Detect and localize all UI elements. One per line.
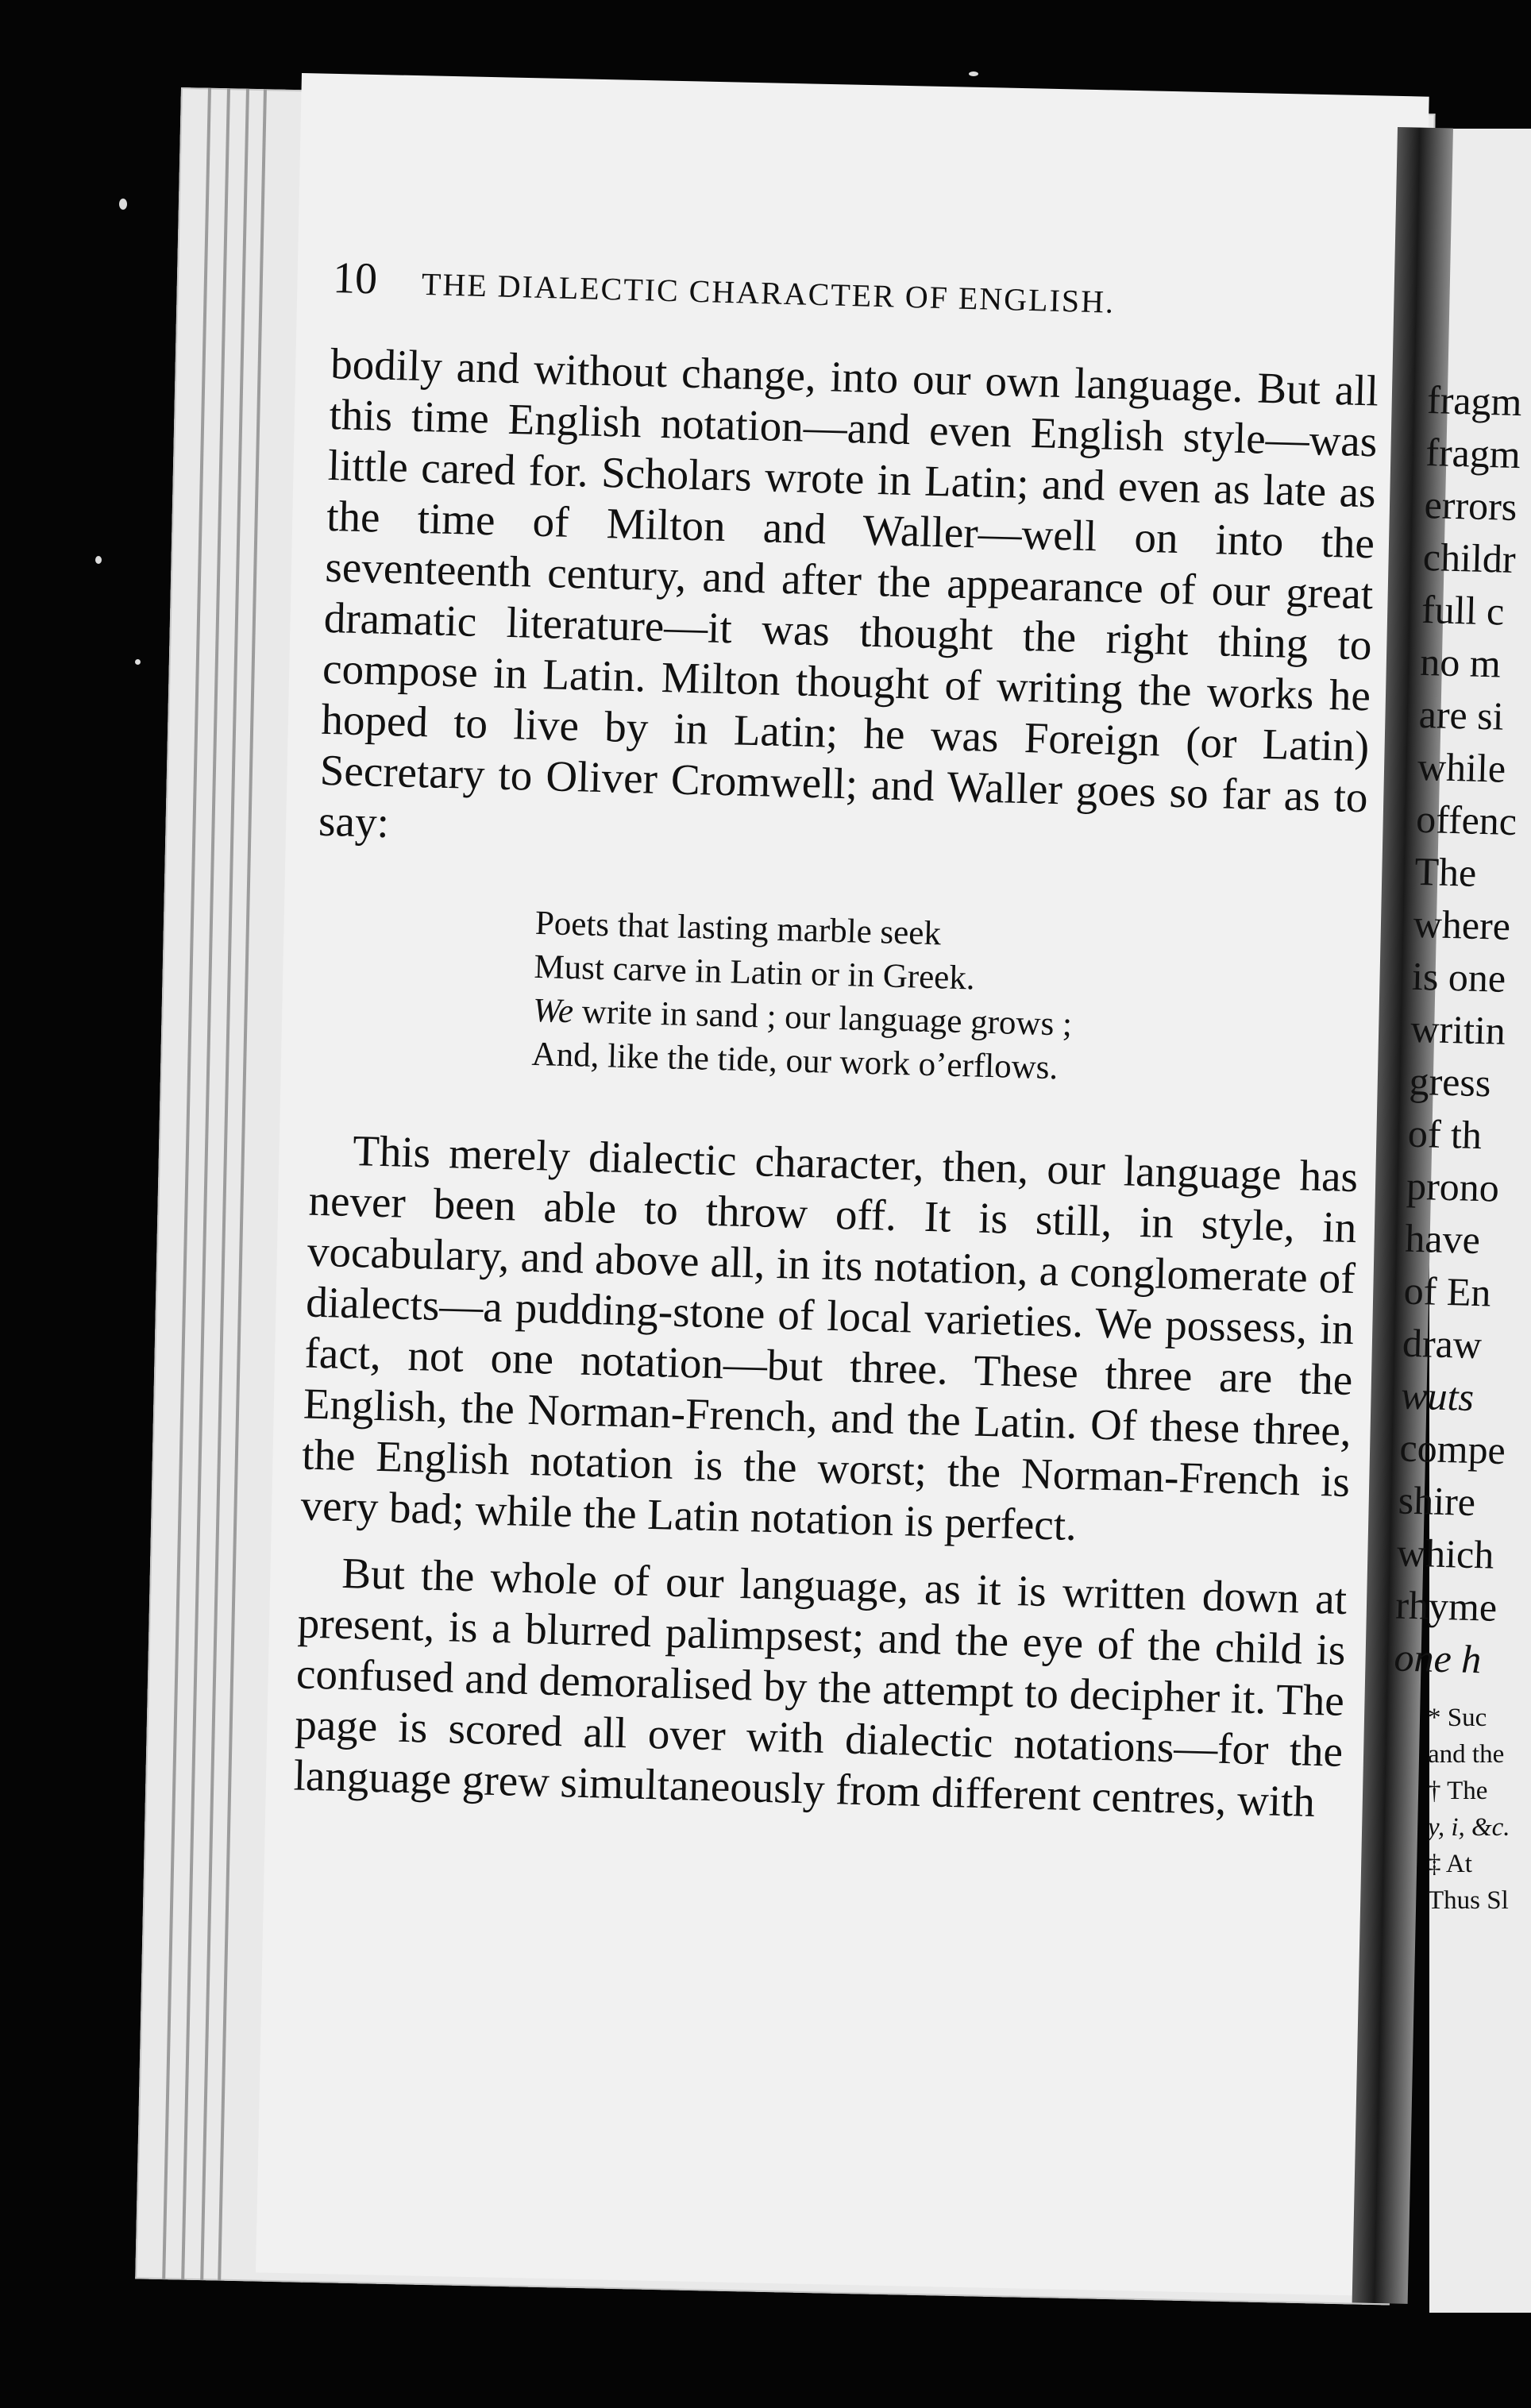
facing-line: where [1413,901,1511,948]
facing-line: is one [1411,953,1506,1001]
verse-italic-word: We [532,991,574,1031]
dust-speck [969,71,978,76]
facing-line: are si [1418,691,1505,739]
page-text [293,253,1382,1828]
facing-line: which [1396,1530,1495,1577]
verse-line: Poets that lasting marble seek [534,904,942,953]
facing-line: The [1413,848,1478,895]
verse-line-rest: write in sand ; our language grows ; [573,993,1073,1044]
facing-footnote: y, i, &c. [1428,1813,1510,1842]
facing-line: rhyme [1394,1582,1498,1630]
dust-speck [95,556,102,564]
verse-quotation [531,901,1364,1098]
facing-line: have [1404,1215,1481,1263]
facing-line: while [1417,743,1506,791]
page-number: 10 [332,253,378,304]
facing-line: offenc [1415,796,1518,844]
facing-line: one h [1393,1634,1483,1682]
facing-page-footnotes [1428,1700,1531,1919]
paragraph: But the whole of our language, as it is written down at present, is a blurred palimpsest; and the eye of the child is confused and demoralised by the attempt to decipher it. The page is scored all over with dialectic notations—for the language grew simultaneously from different centres, with [293,1548,1348,1827]
dust-speck [135,659,141,665]
running-head-title: THE DIALECTIC CHARACTER OF ENGLISH. [421,265,1116,320]
paragraph: This merely dialectic character, then, our language has never been able to throw off. It is still, in style, in vocabulary, and above all, in its notation, a conglomerate of dialects—a pudding-stone of local varieties. We possess, in fact, not one notation—but three. These three are the English, the Norman-French, and the Latin. Of these three, the English notation is the worst; the Norman-French is very bad; while the Latin notation is perfect. [299,1126,1359,1550]
verse-line: And, like the tide, our work o’erflows. [531,1035,1059,1087]
facing-line: shire [1398,1477,1476,1525]
facing-footnote: † The [1428,1777,1488,1805]
facing-line: childr [1422,534,1517,581]
facing-footnote: * Suc [1428,1704,1487,1732]
facing-line: of th [1407,1110,1483,1158]
facing-footnote: and the [1428,1740,1505,1769]
facing-line: fragm [1425,429,1521,477]
facing-line: compe [1398,1425,1506,1473]
verse-line: Must carve in Latin or in Greek. [533,947,976,998]
facing-line: fragm [1426,376,1523,425]
facing-line: writin [1410,1005,1506,1053]
facing-line: no m [1419,639,1502,686]
facing-footnote: ‡ At [1428,1850,1472,1878]
facing-line: gress [1408,1058,1492,1106]
facing-line: prono [1406,1163,1500,1210]
facing-line: errors [1423,481,1518,529]
facing-line: draw [1402,1320,1483,1368]
facing-line: wuts [1400,1372,1475,1419]
facing-line: full c [1421,586,1506,634]
paragraph: bodily and without change, into our own language. But all this time English notation—and even English style—was little cared for. Scholars wrote in Latin; and even as late as the time of Milton and Waller—well on into the seventeenth century, and after the appearance of our great dramatic literature—it was thought the right thing to compose in Latin. Milton thought of writing the works he hoped to live by in Latin; he was Foreign (or Latin) Secretary to Oliver Cromwell; and Waller goes so far as to say: [318,338,1379,847]
dust-speck [119,199,127,210]
facing-footnote: Thus Sl [1428,1886,1509,1915]
facing-line: of En [1403,1268,1492,1315]
